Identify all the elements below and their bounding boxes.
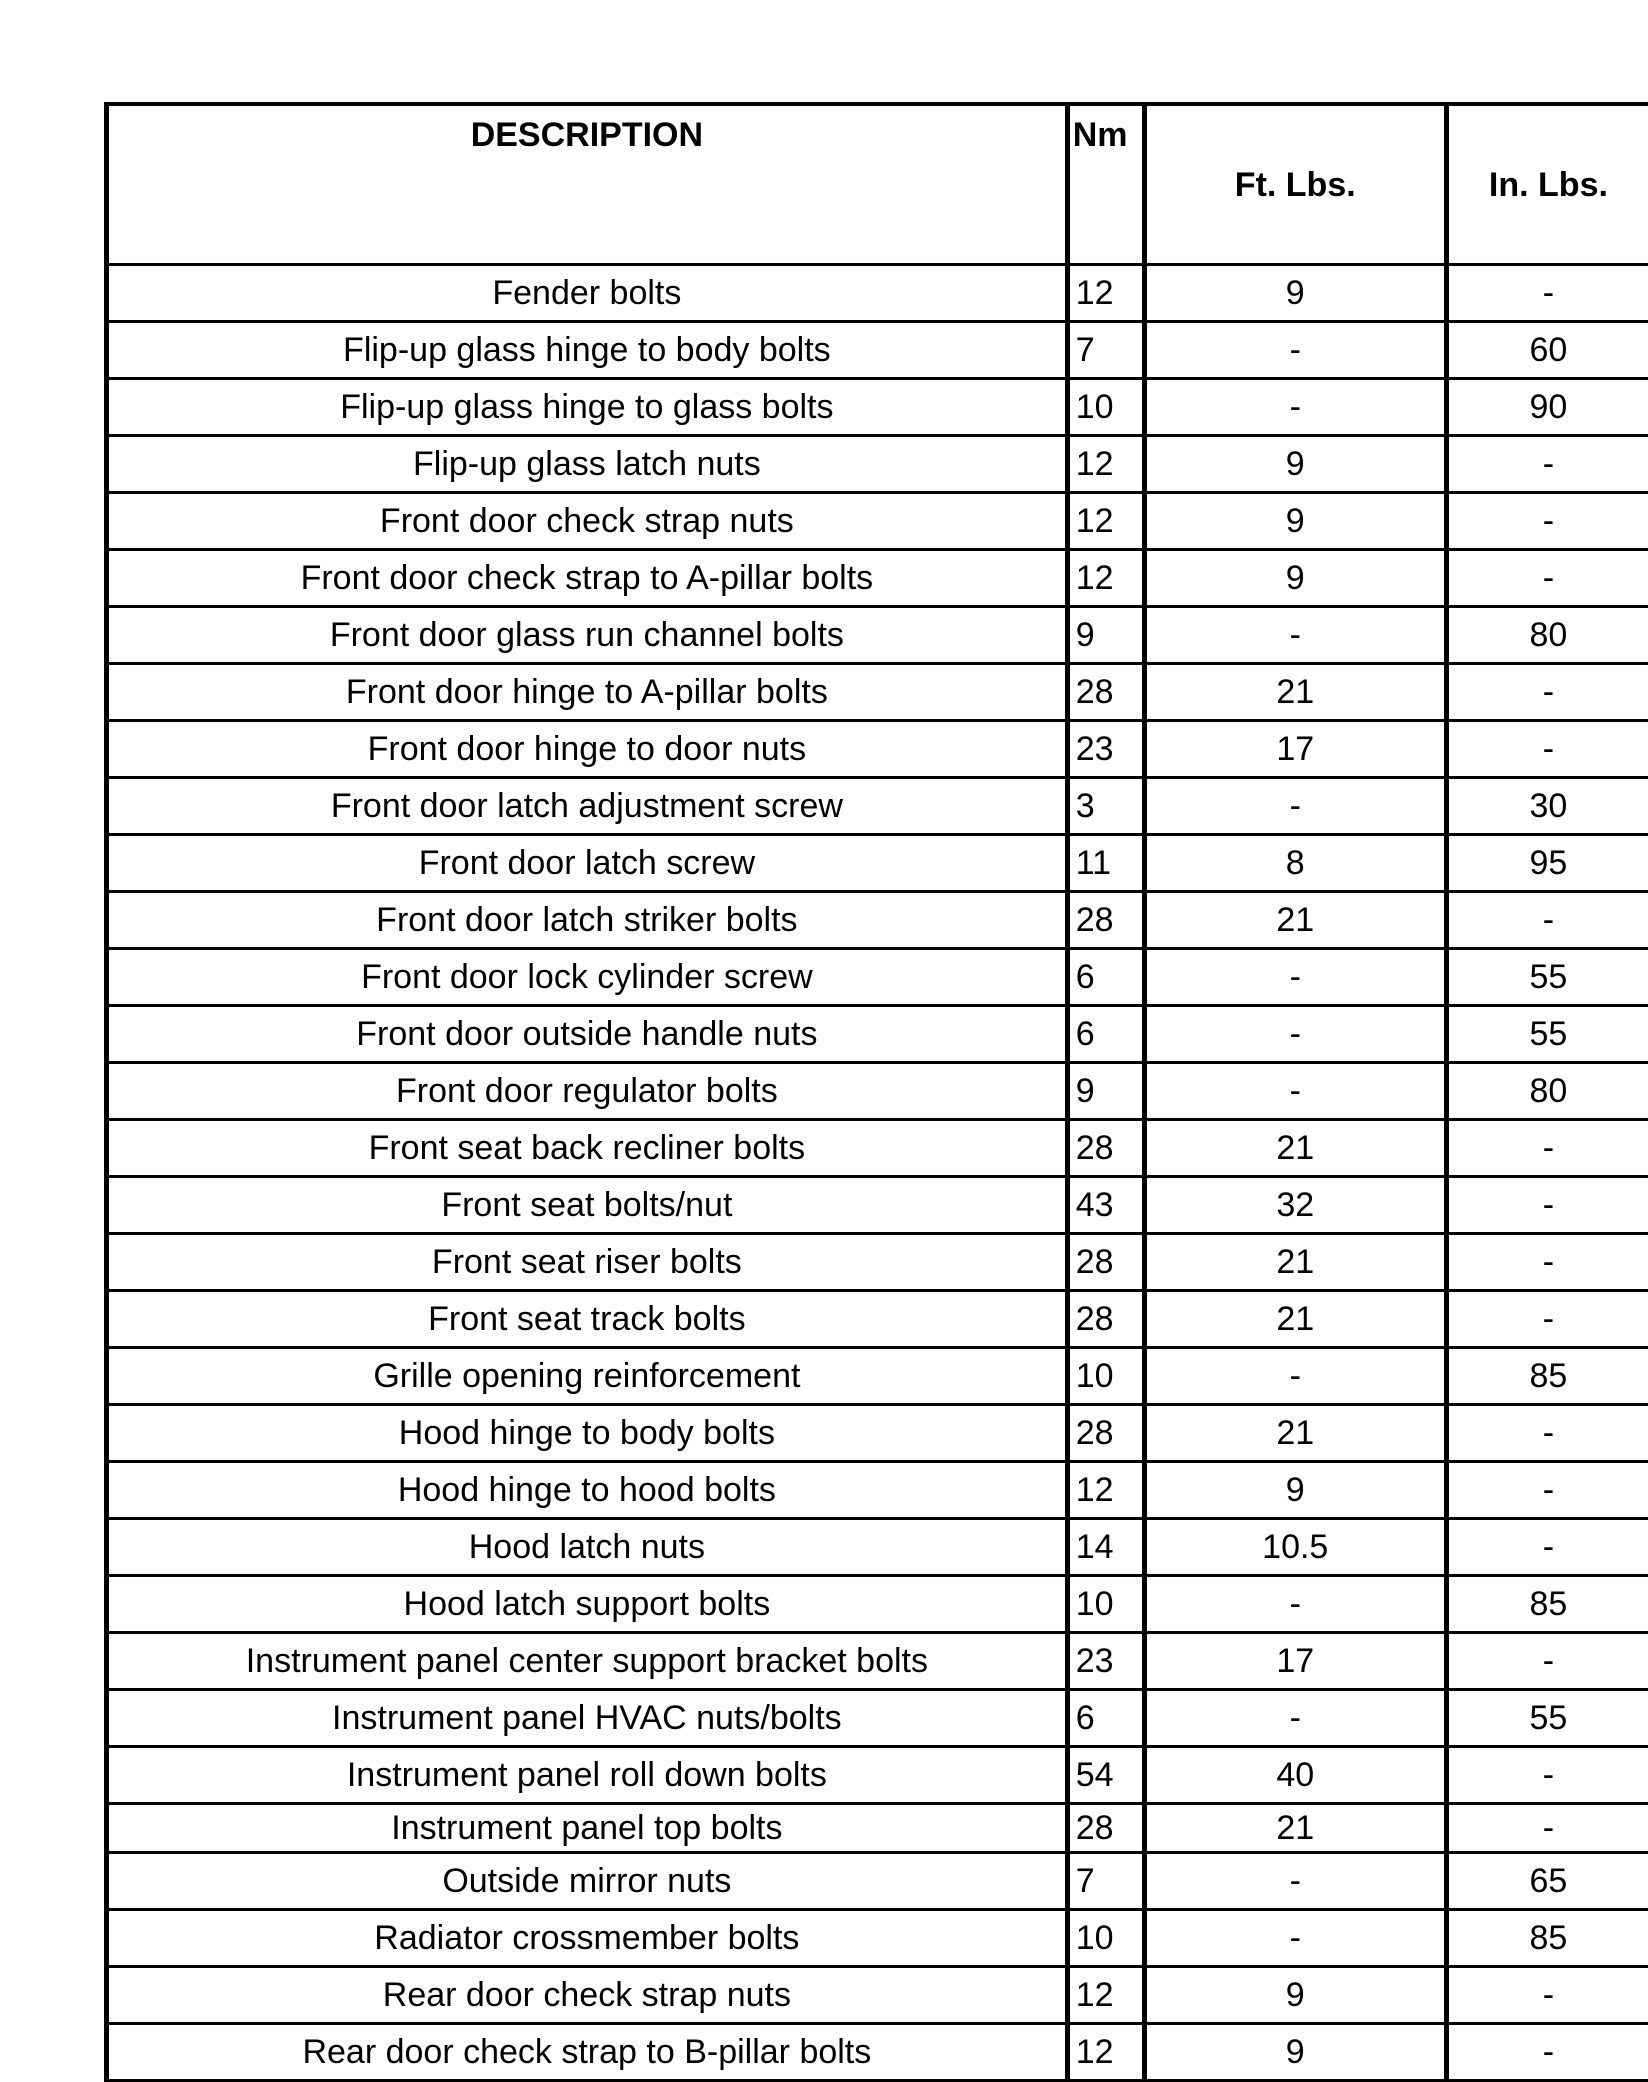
cell-description: Front door latch striker bolts: [107, 892, 1068, 949]
cell-ft-lbs: -: [1144, 1348, 1446, 1405]
cell-nm: 7: [1067, 322, 1144, 379]
cell-description: Front door check strap to A-pillar bolts: [107, 550, 1068, 607]
cell-in-lbs: -: [1446, 1519, 1648, 1576]
cell-nm: 12: [1067, 1967, 1144, 2024]
cell-description: Front door latch screw: [107, 835, 1068, 892]
cell-ft-lbs: 17: [1144, 721, 1446, 778]
table-row: [107, 379, 1648, 436]
cell-in-lbs: 60: [1446, 322, 1648, 379]
cell-in-lbs: -: [1446, 1804, 1648, 1853]
cell-description: Front door hinge to door nuts: [107, 721, 1068, 778]
cell-ft-lbs: 9: [1144, 1967, 1446, 2024]
table-row: [107, 1853, 1648, 1910]
cell-ft-lbs: 21: [1144, 1234, 1446, 1291]
cell-nm: 54: [1067, 1747, 1144, 1804]
cell-in-lbs: -: [1446, 1177, 1648, 1234]
cell-in-lbs: 55: [1446, 1006, 1648, 1063]
cell-ft-lbs: -: [1144, 322, 1446, 379]
torque-spec-table: [104, 102, 1648, 2082]
cell-description: Hood latch support bolts: [107, 1576, 1068, 1633]
cell-description: Rear door check strap nuts: [107, 1967, 1068, 2024]
cell-ft-lbs: 32: [1144, 1177, 1446, 1234]
cell-description: Instrument panel center support bracket bolts: [107, 1633, 1068, 1690]
cell-description: Front door latch adjustment screw: [107, 778, 1068, 835]
cell-nm: 6: [1067, 949, 1144, 1006]
table-row: [107, 949, 1648, 1006]
cell-ft-lbs: -: [1144, 1690, 1446, 1747]
table-row: [107, 265, 1648, 322]
table-row: [107, 1633, 1648, 1690]
table-row: [107, 778, 1648, 835]
cell-description: Hood hinge to body bolts: [107, 1405, 1068, 1462]
table-row: [107, 1747, 1648, 1804]
cell-description: Front door outside handle nuts: [107, 1006, 1068, 1063]
cell-in-lbs: -: [1446, 1405, 1648, 1462]
cell-ft-lbs: 9: [1144, 2024, 1446, 2081]
cell-ft-lbs: 9: [1144, 1462, 1446, 1519]
cell-description: Flip-up glass latch nuts: [107, 436, 1068, 493]
cell-ft-lbs: -: [1144, 1576, 1446, 1633]
cell-nm: 28: [1067, 892, 1144, 949]
table-row: [107, 1405, 1648, 1462]
cell-ft-lbs: 10.5: [1144, 1519, 1446, 1576]
cell-in-lbs: -: [1446, 1120, 1648, 1177]
cell-ft-lbs: 21: [1144, 664, 1446, 721]
cell-ft-lbs: -: [1144, 1006, 1446, 1063]
cell-nm: 11: [1067, 835, 1144, 892]
table-row: [107, 1462, 1648, 1519]
table-row: [107, 664, 1648, 721]
cell-description: Front seat track bolts: [107, 1291, 1068, 1348]
table-body: [107, 265, 1648, 2081]
table-row: [107, 1234, 1648, 1291]
cell-description: Front seat bolts/nut: [107, 1177, 1068, 1234]
table-row: [107, 1291, 1648, 1348]
cell-description: Instrument panel top bolts: [107, 1804, 1068, 1853]
cell-ft-lbs: 21: [1144, 892, 1446, 949]
cell-in-lbs: -: [1446, 1462, 1648, 1519]
cell-nm: 28: [1067, 664, 1144, 721]
cell-nm: 23: [1067, 721, 1144, 778]
cell-in-lbs: 55: [1446, 1690, 1648, 1747]
cell-ft-lbs: 9: [1144, 436, 1446, 493]
cell-nm: 43: [1067, 1177, 1144, 1234]
cell-ft-lbs: 9: [1144, 550, 1446, 607]
cell-in-lbs: -: [1446, 1291, 1648, 1348]
cell-in-lbs: -: [1446, 265, 1648, 322]
table-row: [107, 436, 1648, 493]
table-row: [107, 1120, 1648, 1177]
cell-ft-lbs: 21: [1144, 1291, 1446, 1348]
cell-nm: 12: [1067, 436, 1144, 493]
cell-description: Radiator crossmember bolts: [107, 1910, 1068, 1967]
cell-in-lbs: 80: [1446, 607, 1648, 664]
cell-description: Outside mirror nuts: [107, 1853, 1068, 1910]
table-row: [107, 1177, 1648, 1234]
cell-nm: 10: [1067, 379, 1144, 436]
cell-nm: 14: [1067, 1519, 1144, 1576]
cell-description: Hood hinge to hood bolts: [107, 1462, 1068, 1519]
cell-description: Front seat riser bolts: [107, 1234, 1068, 1291]
table-row: [107, 493, 1648, 550]
cell-nm: 10: [1067, 1348, 1144, 1405]
header-description: DESCRIPTION: [107, 104, 1068, 265]
cell-ft-lbs: -: [1144, 1910, 1446, 1967]
cell-in-lbs: 95: [1446, 835, 1648, 892]
cell-nm: 6: [1067, 1690, 1144, 1747]
cell-description: Front door glass run channel bolts: [107, 607, 1068, 664]
cell-description: Front door lock cylinder screw: [107, 949, 1068, 1006]
cell-description: Grille opening reinforcement: [107, 1348, 1068, 1405]
cell-nm: 9: [1067, 607, 1144, 664]
cell-ft-lbs: -: [1144, 949, 1446, 1006]
cell-in-lbs: 85: [1446, 1576, 1648, 1633]
cell-description: Instrument panel roll down bolts: [107, 1747, 1068, 1804]
header-ft-lbs: Ft. Lbs.: [1144, 104, 1446, 265]
table-row: [107, 1348, 1648, 1405]
cell-in-lbs: -: [1446, 550, 1648, 607]
cell-in-lbs: -: [1446, 721, 1648, 778]
table-row: [107, 835, 1648, 892]
cell-description: Instrument panel HVAC nuts/bolts: [107, 1690, 1068, 1747]
cell-nm: 9: [1067, 1063, 1144, 1120]
cell-ft-lbs: 21: [1144, 1120, 1446, 1177]
cell-description: Front seat back recliner bolts: [107, 1120, 1068, 1177]
cell-ft-lbs: -: [1144, 778, 1446, 835]
table-row: [107, 721, 1648, 778]
cell-description: Flip-up glass hinge to body bolts: [107, 322, 1068, 379]
cell-ft-lbs: 8: [1144, 835, 1446, 892]
cell-nm: 28: [1067, 1234, 1144, 1291]
cell-in-lbs: -: [1446, 436, 1648, 493]
cell-nm: 6: [1067, 1006, 1144, 1063]
cell-in-lbs: -: [1446, 1633, 1648, 1690]
cell-ft-lbs: 21: [1144, 1405, 1446, 1462]
cell-nm: 28: [1067, 1405, 1144, 1462]
cell-in-lbs: -: [1446, 1234, 1648, 1291]
cell-ft-lbs: 21: [1144, 1804, 1446, 1853]
table-row: [107, 892, 1648, 949]
cell-nm: 10: [1067, 1576, 1144, 1633]
cell-in-lbs: -: [1446, 892, 1648, 949]
cell-ft-lbs: 40: [1144, 1747, 1446, 1804]
cell-nm: 10: [1067, 1910, 1144, 1967]
cell-ft-lbs: -: [1144, 607, 1446, 664]
header-in-lbs: In. Lbs.: [1446, 104, 1648, 265]
table-row: [107, 1910, 1648, 1967]
cell-in-lbs: -: [1446, 1967, 1648, 2024]
cell-description: Rear door check strap to B-pillar bolts: [107, 2024, 1068, 2081]
table-row: [107, 550, 1648, 607]
header-nm: Nm: [1067, 104, 1144, 265]
table-row: [107, 1967, 1648, 2024]
cell-nm: 12: [1067, 493, 1144, 550]
cell-nm: 28: [1067, 1120, 1144, 1177]
cell-in-lbs: -: [1446, 664, 1648, 721]
cell-in-lbs: 90: [1446, 379, 1648, 436]
table-row: [107, 1063, 1648, 1120]
cell-nm: 3: [1067, 778, 1144, 835]
cell-ft-lbs: -: [1144, 379, 1446, 436]
cell-ft-lbs: 9: [1144, 265, 1446, 322]
cell-description: Front door hinge to A-pillar bolts: [107, 664, 1068, 721]
cell-in-lbs: 55: [1446, 949, 1648, 1006]
cell-in-lbs: 80: [1446, 1063, 1648, 1120]
table-row: [107, 322, 1648, 379]
cell-description: Hood latch nuts: [107, 1519, 1068, 1576]
cell-in-lbs: -: [1446, 2024, 1648, 2081]
cell-nm: 12: [1067, 1462, 1144, 1519]
cell-ft-lbs: -: [1144, 1853, 1446, 1910]
cell-nm: 23: [1067, 1633, 1144, 1690]
cell-nm: 12: [1067, 265, 1144, 322]
cell-description: Front door check strap nuts: [107, 493, 1068, 550]
table-row: [107, 1519, 1648, 1576]
cell-in-lbs: -: [1446, 1747, 1648, 1804]
table-row: [107, 1006, 1648, 1063]
table-header-row: [107, 104, 1648, 265]
cell-ft-lbs: -: [1144, 1063, 1446, 1120]
cell-nm: 7: [1067, 1853, 1144, 1910]
cell-in-lbs: 65: [1446, 1853, 1648, 1910]
cell-description: Front door regulator bolts: [107, 1063, 1068, 1120]
cell-description: Flip-up glass hinge to glass bolts: [107, 379, 1068, 436]
cell-ft-lbs: 17: [1144, 1633, 1446, 1690]
cell-nm: 12: [1067, 550, 1144, 607]
cell-in-lbs: -: [1446, 493, 1648, 550]
cell-ft-lbs: 9: [1144, 493, 1446, 550]
table-row: [107, 1804, 1648, 1853]
cell-in-lbs: 30: [1446, 778, 1648, 835]
table-row: [107, 1576, 1648, 1633]
cell-nm: 28: [1067, 1804, 1144, 1853]
cell-in-lbs: 85: [1446, 1348, 1648, 1405]
cell-description: Fender bolts: [107, 265, 1068, 322]
cell-in-lbs: 85: [1446, 1910, 1648, 1967]
table-row: [107, 2024, 1648, 2081]
table-row: [107, 1690, 1648, 1747]
cell-nm: 28: [1067, 1291, 1144, 1348]
table-row: [107, 607, 1648, 664]
cell-nm: 12: [1067, 2024, 1144, 2081]
